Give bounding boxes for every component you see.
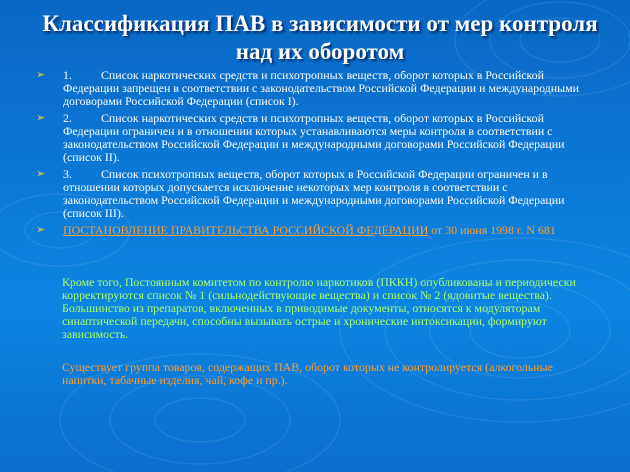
slide-title: Классификация ПАВ в зависимости от мер контроля над их оборотом bbox=[42, 11, 598, 64]
item-number: 3. bbox=[63, 167, 72, 181]
decree-link[interactable]: ПОСТАНОВЛЕНИЕ ПРАВИТЕЛЬСТВА РОССИЙСКОЙ ФЕДЕРАЦИИ bbox=[63, 223, 429, 237]
arrow-bullet-icon: ➢ bbox=[36, 69, 46, 81]
arrow-bullet-icon: ➢ bbox=[36, 112, 46, 124]
arrow-bullet-icon: ➢ bbox=[36, 168, 46, 180]
bullet-list bbox=[36, 69, 596, 241]
item-number: 2. bbox=[63, 111, 72, 125]
arrow-bullet-icon: ➢ bbox=[36, 224, 46, 236]
uncontrolled-goods-paragraph: Существует группа товаров, содержащих ПАВ, оборот которых не контролируется (алкогольные напитки, табачные изделия, чай, кофе и пр.). bbox=[62, 360, 553, 387]
list-item bbox=[36, 112, 596, 164]
item-text: Список наркотических средств и психотропных веществ, оборот которых в Российской Федерации запрещен в соответствии с законодательством Российской Федерации и международными договорами Российской Федерации (список I). bbox=[63, 68, 579, 108]
list-item bbox=[36, 69, 596, 108]
decree-item bbox=[36, 224, 596, 237]
decree-date: от 30 июня 1998 г. N 681 bbox=[428, 223, 556, 237]
item-text: Список психотропных веществ, оборот которых в Российской Федерации ограничен и в отношении которых допускается исключение некоторых мер контроля в соответствии с законодательством Российской Федерации и международными договорами Российской Федерации (список III). bbox=[63, 167, 565, 220]
item-number: 1. bbox=[63, 68, 72, 82]
item-text: Список наркотических средств и психотропных веществ, оборот которых в Российской Федерации ограничен и в отношении которых устанавливаются меры контроля в соответствии с законодательством Российской Федерации и международными договорами Российской Федерации (список II). bbox=[63, 111, 565, 164]
list-item bbox=[36, 168, 596, 220]
pkkn-paragraph: Кроме того, Постоянным комитетом по контролю наркотиков (ПККН) опубликованы и периодически корректируются список № 1 (сильнодействующие вещества) и список № 2 (ядовитые вещества). Большинство из препаратов, включенных в приводимые документы, относятся к модуляторам синаптической передачи, способны вызывать острые и хронические интоксикации, формируют зависимость. bbox=[62, 275, 576, 341]
